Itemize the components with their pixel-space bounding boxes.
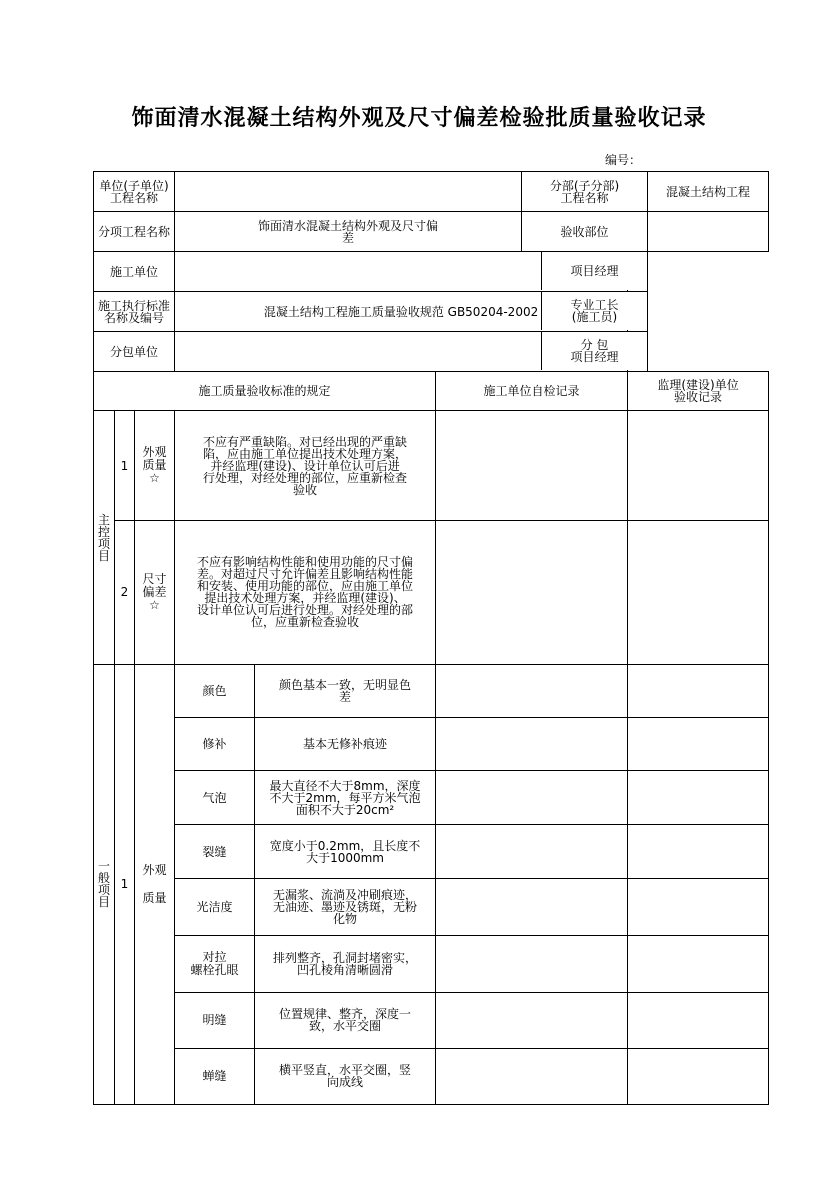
header-row-subcontractor: [94, 332, 769, 372]
general-subitem-7-self-check[interactable]: [436, 992, 628, 1048]
general-row-2: [94, 718, 769, 771]
division-project-name-value[interactable]: 混凝土结构工程: [648, 172, 769, 212]
general-row-8: [94, 1048, 769, 1104]
serial-number-label: 编号：: [605, 153, 642, 167]
general-subitem-6-supervision[interactable]: [628, 935, 769, 992]
contractor-label: 施工单位: [94, 252, 175, 292]
general-row-5: [94, 879, 769, 935]
general-subitem-1-supervision[interactable]: [628, 664, 769, 717]
general-subitem-3-name: 气泡: [175, 771, 255, 825]
general-subitem-6-name: 对拉 螺栓孔眼: [175, 935, 255, 992]
general-subitem-1-self-check[interactable]: [436, 664, 628, 717]
page-title: 饰面清水混凝土结构外观及尺寸偏差检验批质量验收记录: [131, 106, 707, 131]
general-item-name: 外观 质量: [135, 664, 175, 1104]
general-subitem-2-requirement: 基本无修补痕迹: [255, 718, 436, 771]
general-subitem-7-name: 明缝: [175, 992, 255, 1048]
sub-project-manager-label: 分 包 项目经理: [541, 332, 647, 370]
main-control-row-1: [94, 411, 769, 520]
main-control-item-2-requirement: 不应有影响结构性能和使用功能的尺寸偏 差。对超过尺寸允许偏差且影响结构性能 和安装、使用功能的部位，应由施工单位 提出技术处理方案，并经监理(建设)、 设计单位认可后进行处理。对经处理的部 位，应重新检查验收: [175, 520, 436, 664]
column-self-check-header: 施工单位自检记录: [436, 372, 628, 411]
execution-standard-value[interactable]: 混凝土结构工程施工质量验收规范 GB50204-2002: [175, 292, 628, 332]
foreman-label: 专业工长 (施工员): [541, 292, 647, 330]
general-subitem-6-requirement: 排列整齐，孔洞封堵密实， 凹孔棱角清晰圆滑: [255, 935, 436, 992]
main-control-item-1-name: 外观 质量 ☆: [135, 411, 175, 520]
general-subitem-8-self-check[interactable]: [436, 1048, 628, 1104]
general-subitem-5-requirement: 无漏浆、流淌及冲刷痕迹， 无油迹、墨迹及锈斑，无粉 化物: [255, 879, 436, 935]
main-control-label: 主 控 项 目: [94, 411, 115, 665]
main-control-item-1-no: 1: [115, 411, 135, 520]
column-header-row: [94, 372, 769, 411]
general-subitem-1-requirement: 颜色基本一致，无明显色 差: [255, 664, 436, 717]
header-row-subitem: [94, 212, 769, 252]
main-control-item-2-self-check[interactable]: [436, 520, 628, 664]
execution-standard-label: 施工执行标准 名称及编号: [94, 292, 175, 332]
subcontractor-label: 分包单位: [94, 332, 175, 372]
general-subitem-1-name: 颜色: [175, 664, 255, 717]
general-subitem-3-supervision[interactable]: [628, 771, 769, 825]
main-control-item-1-requirement: 不应有严重缺陷。对已经出现的严重缺 陷，应由施工单位提出技术处理方案， 并经监理(建设)、设计单位认可后进 行处理，对经处理的部位，应重新检查 验收: [175, 411, 436, 520]
general-subitem-8-requirement: 横平竖直，水平交圈，竖 向成线: [255, 1048, 436, 1104]
general-row-3: [94, 771, 769, 825]
general-subitem-5-supervision[interactable]: [628, 879, 769, 935]
general-subitem-4-requirement: 宽度小于0.2mm，且长度不 大于1000mm: [255, 825, 436, 879]
general-subitem-8-supervision[interactable]: [628, 1048, 769, 1104]
general-items-label: 一 般 项 目: [94, 664, 115, 1104]
general-subitem-2-supervision[interactable]: [628, 718, 769, 771]
general-subitem-2-self-check[interactable]: [436, 718, 628, 771]
general-subitem-5-name: 光洁度: [175, 879, 255, 935]
header-row-standard: [94, 292, 769, 332]
general-subitem-2-name: 修补: [175, 718, 255, 771]
general-subitem-7-requirement: 位置规律、整齐，深度一 致，水平交圈: [255, 992, 436, 1048]
general-row-1: [94, 664, 769, 717]
column-standard-header: 施工质量验收标准的规定: [94, 372, 436, 411]
general-subitem-3-requirement: 最大直径不大于8mm，深度 不大于2mm，每平方米气泡 面积不大于20cm²: [255, 771, 436, 825]
main-control-item-2-no: 2: [115, 520, 135, 664]
unit-project-name-label: 单位(子单位) 工程名称: [94, 172, 175, 212]
general-subitem-3-self-check[interactable]: [436, 771, 628, 825]
header-row-unit: [94, 172, 769, 212]
general-row-4: [94, 825, 769, 879]
column-supervision-header: 监理(建设)单位 验收记录: [628, 372, 769, 411]
main-control-row-2: [94, 520, 769, 664]
division-project-name-label: 分部(子分部) 工程名称: [522, 172, 648, 212]
general-subitem-4-self-check[interactable]: [436, 825, 628, 879]
main-control-item-1-supervision[interactable]: [628, 411, 769, 520]
acceptance-part-label: 验收部位: [522, 212, 648, 252]
project-manager-label: 项目经理: [541, 252, 647, 290]
general-subitem-4-name: 裂缝: [175, 825, 255, 879]
inspection-record-table: [93, 171, 769, 1105]
general-row-7: [94, 992, 769, 1048]
general-subitem-5-self-check[interactable]: [436, 879, 628, 935]
main-control-item-2-supervision[interactable]: [628, 520, 769, 664]
acceptance-part-value[interactable]: [648, 212, 769, 252]
subitem-project-name-value[interactable]: 饰面清水混凝土结构外观及尺寸偏 差: [175, 212, 522, 252]
header-row-contractor: [94, 252, 769, 292]
general-subitem-7-supervision[interactable]: [628, 992, 769, 1048]
general-subitem-6-self-check[interactable]: [436, 935, 628, 992]
main-control-item-2-name: 尺寸 偏差 ☆: [135, 520, 175, 664]
subitem-project-name-label: 分项工程名称: [94, 212, 175, 252]
general-row-6: [94, 935, 769, 992]
main-control-item-1-self-check[interactable]: [436, 411, 628, 520]
unit-project-name-value[interactable]: [175, 172, 522, 212]
general-subitem-4-supervision[interactable]: [628, 825, 769, 879]
general-item-no: 1: [115, 664, 135, 1104]
general-subitem-8-name: 蝉缝: [175, 1048, 255, 1104]
